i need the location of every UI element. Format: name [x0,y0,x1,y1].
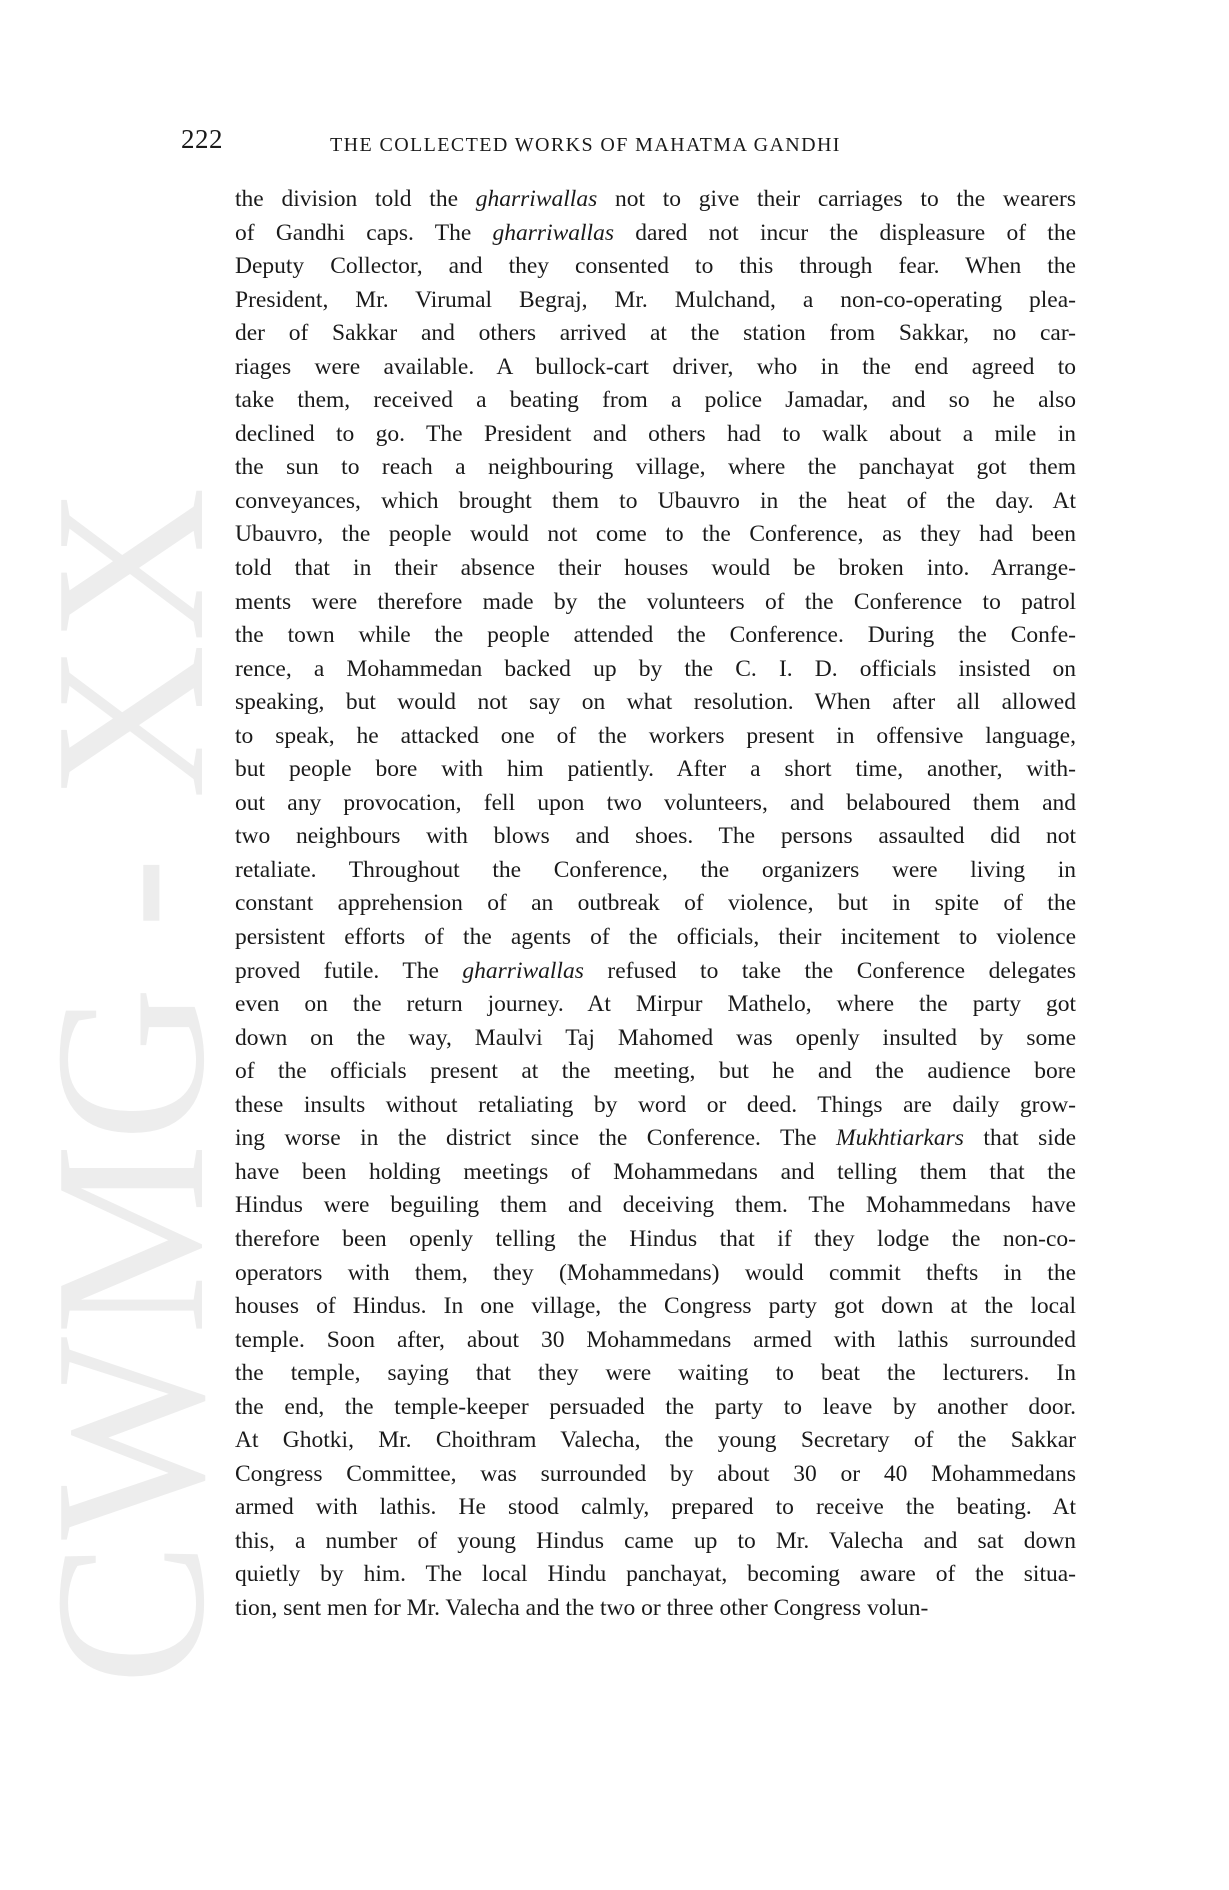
text-line: Hindus were beguiling them and deceiving them. The Mohammedans have [235,1192,1076,1219]
text-line: of the officials present at the meeting, but he and the audience bore [235,1058,1076,1085]
text-line: constant apprehension of an outbreak of violence, but in spite of the [235,890,1076,917]
text-line: ments were therefore made by the volunteers of the Conference to patrol [235,588,1076,615]
text-line: down on the way, Maulvi Taj Mahomed was openly insulted by some [235,1024,1076,1051]
text-line: der of Sakkar and others arrived at the station from Sakkar, no car- [235,320,1076,347]
text-line: At Ghotki, Mr. Choithram Valecha, the young Secretary of the Sakkar [235,1427,1076,1454]
text-line: the end, the temple-keeper persuaded the party to leave by another door. [235,1393,1076,1420]
text-line: this, a number of young Hindus came up to Mr. Valecha and sat down [235,1527,1076,1554]
italic-term: Mukhtiarkars [836,1125,964,1152]
text-line: the division told the gharriwallas not to give their carriages to the wearers [235,186,1076,212]
text-line: riages were available. A bullock-cart driver, who in the end agreed to [235,353,1076,380]
text-line: temple. Soon after, about 30 Mohammedans armed with lathis surrounded [235,1326,1076,1353]
italic-term: gharriwallas [492,219,614,246]
text-line: operators with them, they (Mohammedans) would commit thefts in the [235,1259,1076,1286]
body-text [235,183,1076,1626]
text-line: persistent efforts of the agents of the officials, their incitement to violence [235,924,1076,951]
text-line: houses of Hindus. In one village, the Congress party got down at the local [235,1293,1076,1320]
text-line: quietly by him. The local Hindu panchayat, becoming aware of the situa- [235,1561,1076,1588]
running-head: THE COLLECTED WORKS OF MAHATMA GANDHI [330,134,841,156]
text-line: the sun to reach a neighbouring village, where the panchayat got them [235,454,1076,481]
text-line: speaking, but would not say on what resolution. When after all allowed [235,689,1076,716]
text-line: therefore been openly telling the Hindus that if they lodge the non-co- [235,1225,1076,1252]
text-line: Congress Committee, was surrounded by about 30 or 40 Mohammedans [235,1460,1076,1487]
text-line: even on the return journey. At Mirpur Mathelo, where the party got [235,991,1076,1018]
text-line: tion, sent men for Mr. Valecha and the two or three other Congress volun- [235,1594,929,1621]
page-number: 222 [181,124,223,154]
text-line: take them, received a beating from a police Jamadar, and so he also [235,387,1076,414]
text-line: to speak, he attacked one of the workers present in offensive language, [235,722,1076,749]
text-line: proved futile. The gharriwallas refused to take the Conference delegates [235,957,1076,984]
text-line: told that in their absence their houses would be broken into. Arrange- [235,555,1076,582]
text-line: Ubauvro, the people would not come to the Conference, as they had been [235,521,1076,548]
text-line: rence, a Mohammedan backed up by the C. I. D. officials insisted on [235,655,1076,682]
text-line: of Gandhi caps. The gharriwallas dared not incur the displeasure of the [235,219,1076,246]
text-line: but people bore with him patiently. After a short time, another, with- [235,756,1076,783]
text-line: two neighbours with blows and shoes. The persons assaulted did not [235,823,1076,850]
text-line: President, Mr. Virumal Begraj, Mr. Mulchand, a non-co-operating plea- [235,286,1076,313]
text-line: armed with lathis. He stood calmly, prepared to receive the beating. At [235,1494,1076,1521]
text-line: have been holding meetings of Mohammedans and telling them that the [235,1158,1076,1185]
italic-term: gharriwallas [475,186,598,212]
text-line: these insults without retaliating by word or deed. Things are daily grow- [235,1091,1076,1118]
text-line: out any provocation, fell upon two volunteers, and belaboured them and [235,789,1076,816]
italic-term: gharriwallas [462,957,584,984]
text-line: the temple, saying that they were waiting to beat the lecturers. In [235,1360,1076,1387]
text-line: conveyances, which brought them to Ubauvro in the heat of the day. At [235,487,1076,514]
text-line: Deputy Collector, and they consented to this through fear. When the [235,253,1076,280]
text-line: retaliate. Throughout the Conference, the organizers were living in [235,856,1076,883]
watermark: CWMG - XX [10,484,249,1686]
text-line: declined to go. The President and others had to walk about a mile in [235,420,1076,447]
text-line: ing worse in the district since the Conference. The Mukhtiarkars that side [235,1125,1077,1152]
text-line: the town while the people attended the Conference. During the Confe- [235,622,1076,649]
